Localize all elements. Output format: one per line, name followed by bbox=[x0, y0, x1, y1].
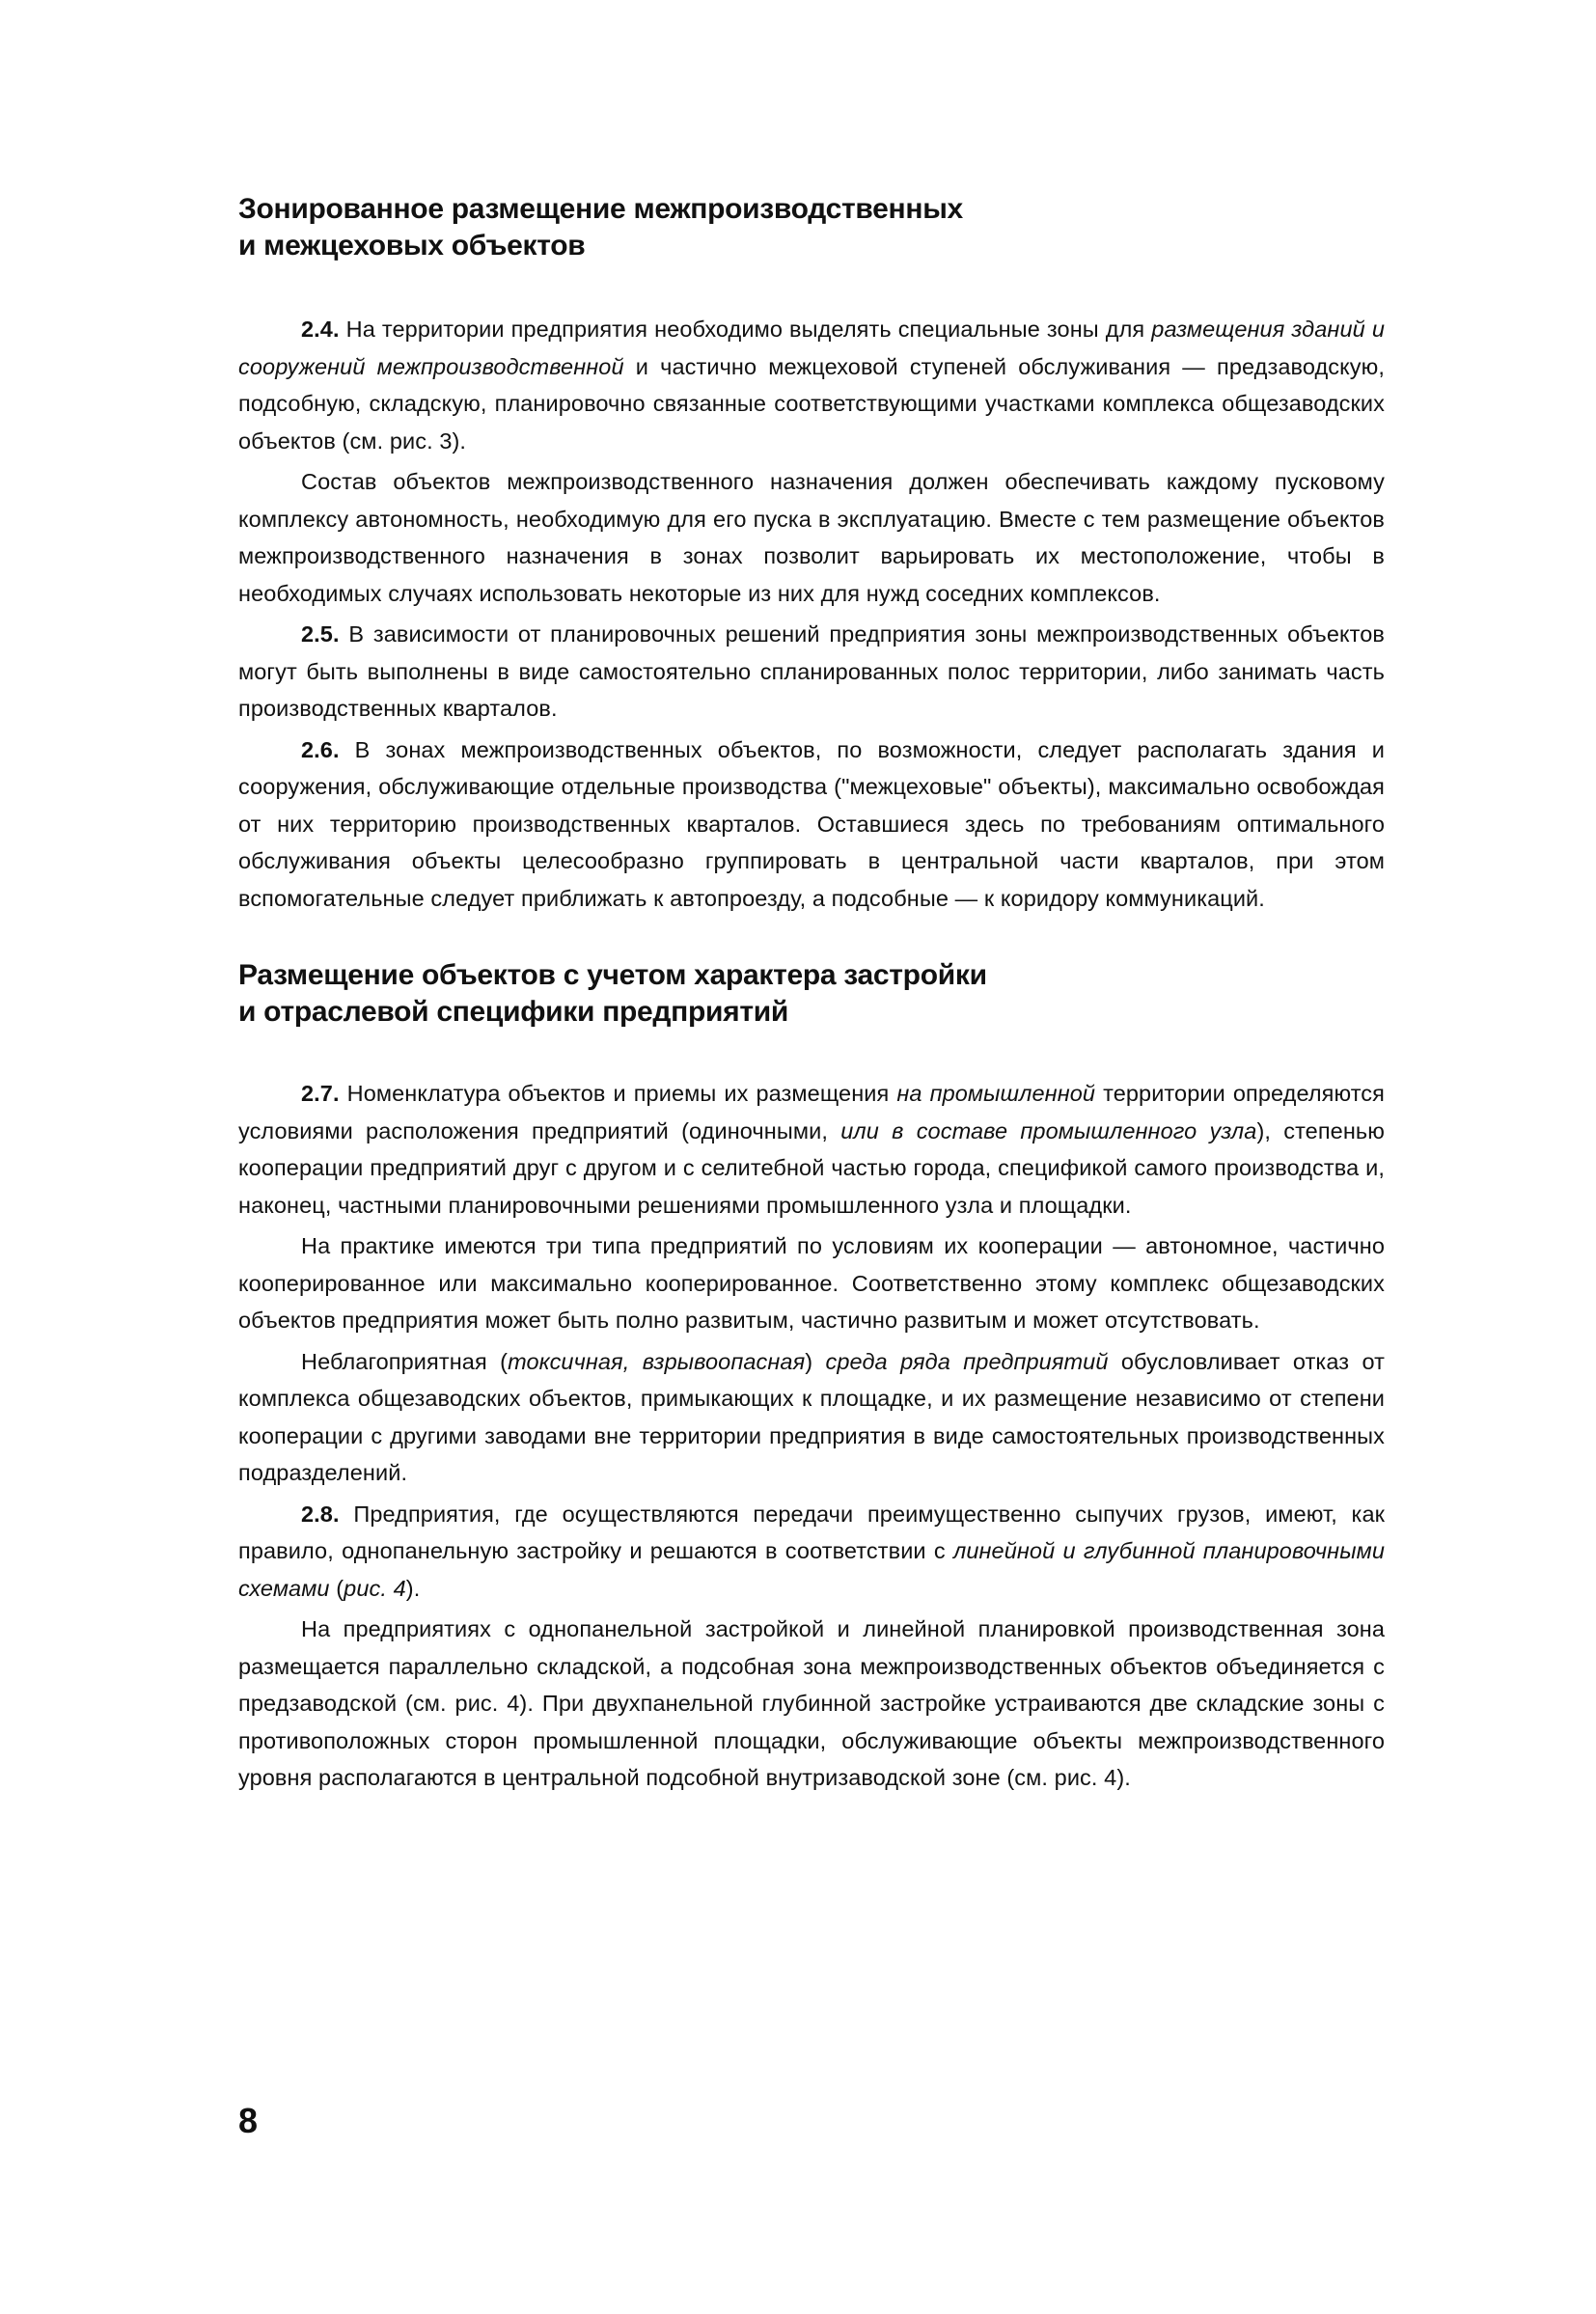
paragraph-2-8 bbox=[238, 1496, 1385, 1608]
paragraph-text: В зависимости от планировочных решений предприятия зоны межпроизводственных объектов могут быть выполнены в виде самостоятельно спланированных полос территории, либо занимать часть производственных кварталов. bbox=[238, 621, 1385, 721]
paragraph-text: В зонах межпроизводственных объектов, по возможности, следует располагать здания и сооружения, обслуживающие отдельные производства ("межцеховые" объекты), максимально освобождая от них территорию производственных кварталов. Оставшиеся здесь по требованиям оптимального обслуживания объекты целесообразно группировать в центральной части кварталов, при этом вспомогательные следует приближать к автопроезду, а подсобные — к коридору коммуникаций. bbox=[238, 736, 1385, 911]
paragraph-text: ( bbox=[329, 1575, 344, 1601]
paragraph-italic-text: размещения зданий и сооружений межпроизводственной bbox=[238, 317, 1385, 379]
clause-number: 2.6. bbox=[301, 736, 340, 762]
paragraph-text: Предприятия, где осуществляются передачи преимущественно сыпучих грузов, имеют, как правило, однопанельную застройку и решаются в соответствии с bbox=[238, 1501, 1385, 1563]
paragraph-text: ), степенью кооперации предприятий друг с другом и с селитебной частью города, спецификой самого производства и, наконец, частными планировочными решениями промышленного узла и площадки. bbox=[238, 1117, 1385, 1218]
clause-number: 2.5. bbox=[301, 621, 340, 647]
paragraph-text: ) bbox=[805, 1348, 826, 1374]
clause-number: 2.7. bbox=[301, 1081, 340, 1106]
paragraph-2-7 bbox=[238, 1075, 1385, 1224]
paragraph-text: ). bbox=[405, 1575, 421, 1601]
heading-line: и межцеховых объектов bbox=[238, 230, 586, 262]
paragraph-2-4-continued bbox=[238, 463, 1385, 612]
paragraph-italic-text: линейной и глубинной планировочными схемами bbox=[238, 1538, 1385, 1601]
heading-line: Зонированное размещение межпроизводственных bbox=[238, 193, 963, 225]
section-body-placement bbox=[238, 1075, 1385, 1797]
document-page bbox=[238, 191, 1385, 1801]
paragraph-text: На территории предприятия необходимо выделять специальные зоны для bbox=[339, 317, 1152, 342]
page-number: 8 bbox=[238, 2101, 259, 2140]
clause-number: 2.4. bbox=[301, 317, 340, 342]
paragraph-text: На предприятиях с однопанельной застройкой и линейной планировкой производственная зона размещается параллельно складской, а подсобная зона межпроизводственных объектов объединяется с предзаводской (см. рис. 4). При двухпанельной глубинной застройке устраиваются две складские зоны с противоположных сторон промышленной площадки, обслуживающие объекты межпроизводственного уровня располагаются в центральной подсобной внутризаводской зоне (см. рис. 4). bbox=[238, 1616, 1385, 1790]
paragraph-italic-text: среда ряда предприятий bbox=[825, 1348, 1109, 1374]
paragraph-italic-text: или в составе промышленного узла bbox=[840, 1117, 1257, 1143]
heading-line: и отраслевой специфики предприятий bbox=[238, 996, 789, 1028]
paragraph-2-8-continued bbox=[238, 1611, 1385, 1797]
paragraph-italic-text: на промышленной bbox=[896, 1081, 1096, 1106]
paragraph-text: обусловливает отказ от комплекса общезаводских объектов, примыкающих к площадке, и их размещение независимо от степени кооперации с другими заводами вне территории предприятия в виде самостоятельных производственных подразделений. bbox=[238, 1348, 1385, 1485]
paragraph-text: территории определяются условиями расположения предприятий (одиночными, bbox=[238, 1081, 1385, 1143]
paragraph-2-7-continued-2 bbox=[238, 1343, 1385, 1492]
paragraph-text: и частично межцеховой ступеней обслуживания — предзаводскую, подсобную, складскую, планировочно связанные соответствующими участками комплекса общезаводских объектов (см. рис. 3). bbox=[238, 353, 1385, 454]
paragraph-2-4 bbox=[238, 311, 1385, 459]
section-heading-zoning bbox=[238, 191, 1385, 264]
paragraph-text: Номенклатура объектов и приемы их размещения bbox=[339, 1081, 897, 1106]
paragraph-text: Состав объектов межпроизводственного назначения должен обеспечивать каждому пусковому комплексу автономность, необходимую для его пуска в эксплуатацию. Вместе с тем размещение объектов межпроизводственного назначения в зонах позволит варьировать их местоположение, чтобы в необходимых случаях использовать некоторые из них для нужд соседних комплексов. bbox=[238, 469, 1385, 606]
paragraph-2-7-continued-1 bbox=[238, 1227, 1385, 1339]
paragraph-italic-text: рис. 4 bbox=[344, 1575, 406, 1601]
section-heading-placement bbox=[238, 957, 1385, 1031]
section-body-zoning bbox=[238, 311, 1385, 917]
clause-number: 2.8. bbox=[301, 1501, 340, 1527]
paragraph-2-5 bbox=[238, 616, 1385, 728]
paragraph-italic-text: токсичная, взрывоопасная bbox=[508, 1348, 806, 1374]
paragraph-text: Неблагоприятная ( bbox=[301, 1348, 509, 1374]
paragraph-text: На практике имеются три типа предприятий по условиям их кооперации — автономное, частично кооперированное или максимально кооперированное. Соответственно этому комплекс общезаводских объектов предприятия может быть полно развитым, частично развитым и может отсутствовать. bbox=[238, 1233, 1385, 1333]
heading-line: Размещение объектов с учетом характера застройки bbox=[238, 959, 987, 991]
paragraph-2-6 bbox=[238, 731, 1385, 918]
